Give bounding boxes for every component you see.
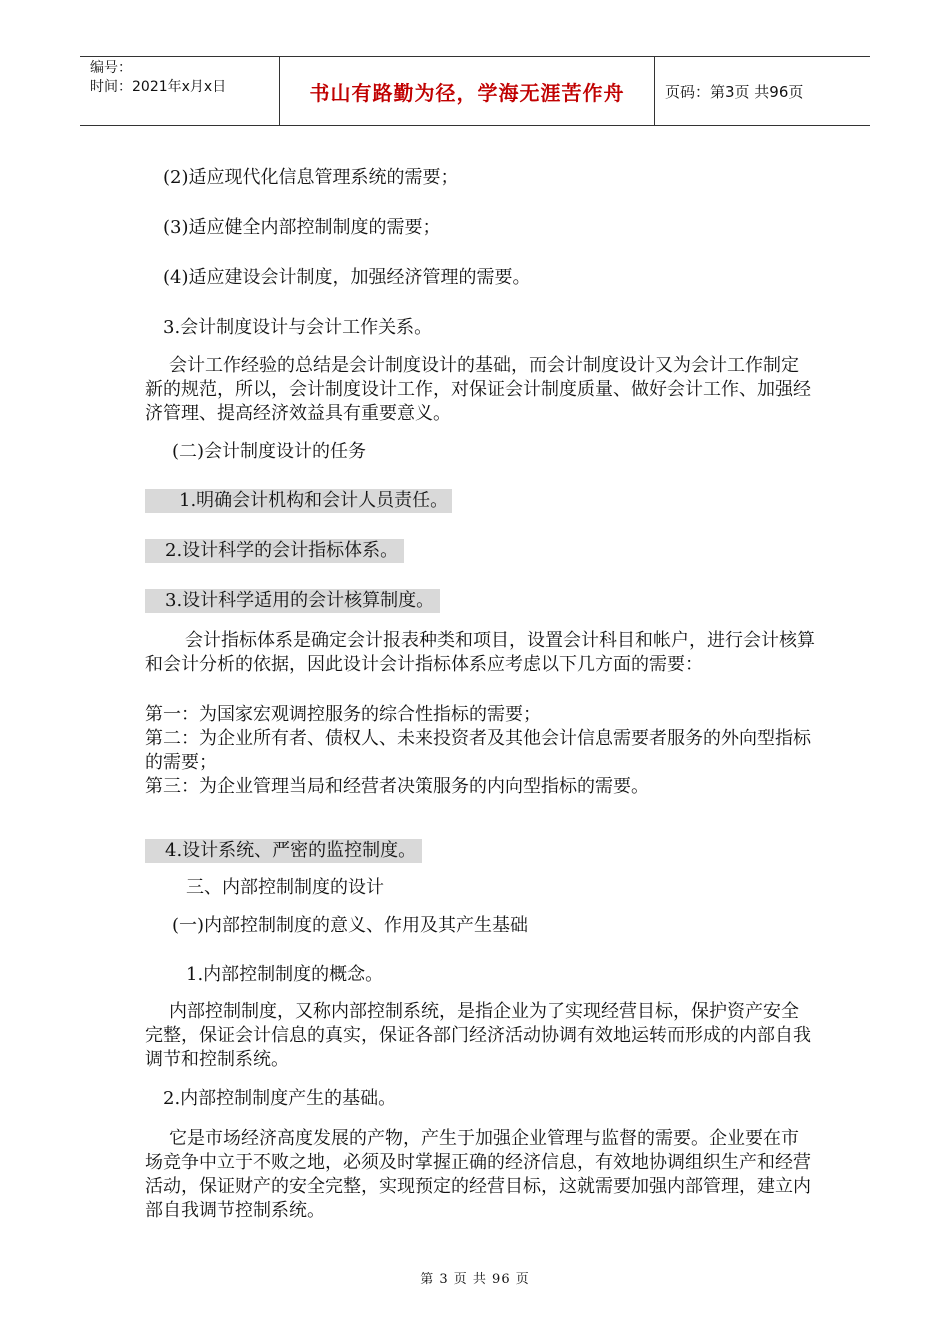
header-page-label: 页码：第3页 共96页: [665, 82, 804, 101]
section-heading: 2.内部控制制度产生的基础。: [163, 1088, 397, 1109]
body-paragraph: 会计工作经验的总结是会计制度设计的基础，而会计制度设计又为会计工作制定新的规范，所以，会计制度设计工作，对保证会计制度质量、做好会计工作、加强经济管理、提高经济效益具有重要意义。: [145, 355, 811, 424]
body-paragraph: 会计指标体系是确定会计报表种类和项目，设置会计科目和帐户，进行会计核算和会计分析的依据，因此设计会计指标体系应考虑以下几方面的需要：: [145, 630, 815, 675]
header-page-info: [655, 57, 870, 125]
header-motto: 书山有路勤为径，学海无涯苦作舟: [309, 80, 625, 105]
page-footer: 第 3 页 共 96 页: [420, 1272, 530, 1287]
header-motto-cell: [280, 57, 655, 125]
body-line: (4)适应建设会计制度，加强经济管理的需要。: [163, 267, 531, 288]
section-heading: (二)会计制度设计的任务: [172, 441, 367, 462]
highlighted-item: 2.设计科学的会计指标体系。: [145, 539, 404, 563]
highlighted-item: 1.明确会计机构和会计人员责任。: [145, 489, 452, 513]
section-heading: 三、内部控制制度的设计: [186, 877, 384, 898]
body-paragraph: 第一：为国家宏观调控服务的综合性指标的需要；: [145, 704, 541, 725]
highlighted-item: 3.设计科学适用的会计核算制度。: [145, 589, 440, 613]
body-paragraph: 它是市场经济高度发展的产物，产生于加强企业管理与监督的需要。企业要在市场竞争中立于不败之地，必须及时掌握正确的经济信息，有效地协调组织生产和经营活动，保证财产的安全完整，实现预定的经营目标，这就需要加强内部管理，建立内部自我调节控制系统。: [145, 1128, 811, 1221]
highlighted-item: 4.设计系统、严密的监控制度。: [145, 839, 422, 863]
body-line: (2)适应现代化信息管理系统的需要；: [163, 167, 459, 188]
document-time-label: 时间：2021年x月x日: [90, 79, 227, 95]
body-paragraph: 第二：为企业所有者、债权人、未来投资者及其他会计信息需要者服务的外向型指标的需要；: [145, 728, 811, 773]
body-paragraph: 第三：为企业管理当局和经营者决策服务的内向型指标的需要。: [145, 776, 649, 797]
page-header: [80, 56, 870, 126]
section-heading: 3.会计制度设计与会计工作关系。: [163, 317, 433, 338]
header-meta: [80, 57, 280, 125]
document-number-label: 编号：: [90, 60, 132, 76]
body-paragraph: 内部控制制度，又称内部控制系统，是指企业为了实现经营目标，保护资产安全完整，保证会计信息的真实，保证各部门经济活动协调有效地运转而形成的内部自我调节和控制系统。: [145, 1001, 811, 1070]
section-heading: (一)内部控制制度的意义、作用及其产生基础: [172, 915, 529, 936]
body-line: (3)适应健全内部控制制度的需要；: [163, 217, 441, 238]
section-heading: 1.内部控制制度的概念。: [186, 964, 384, 985]
